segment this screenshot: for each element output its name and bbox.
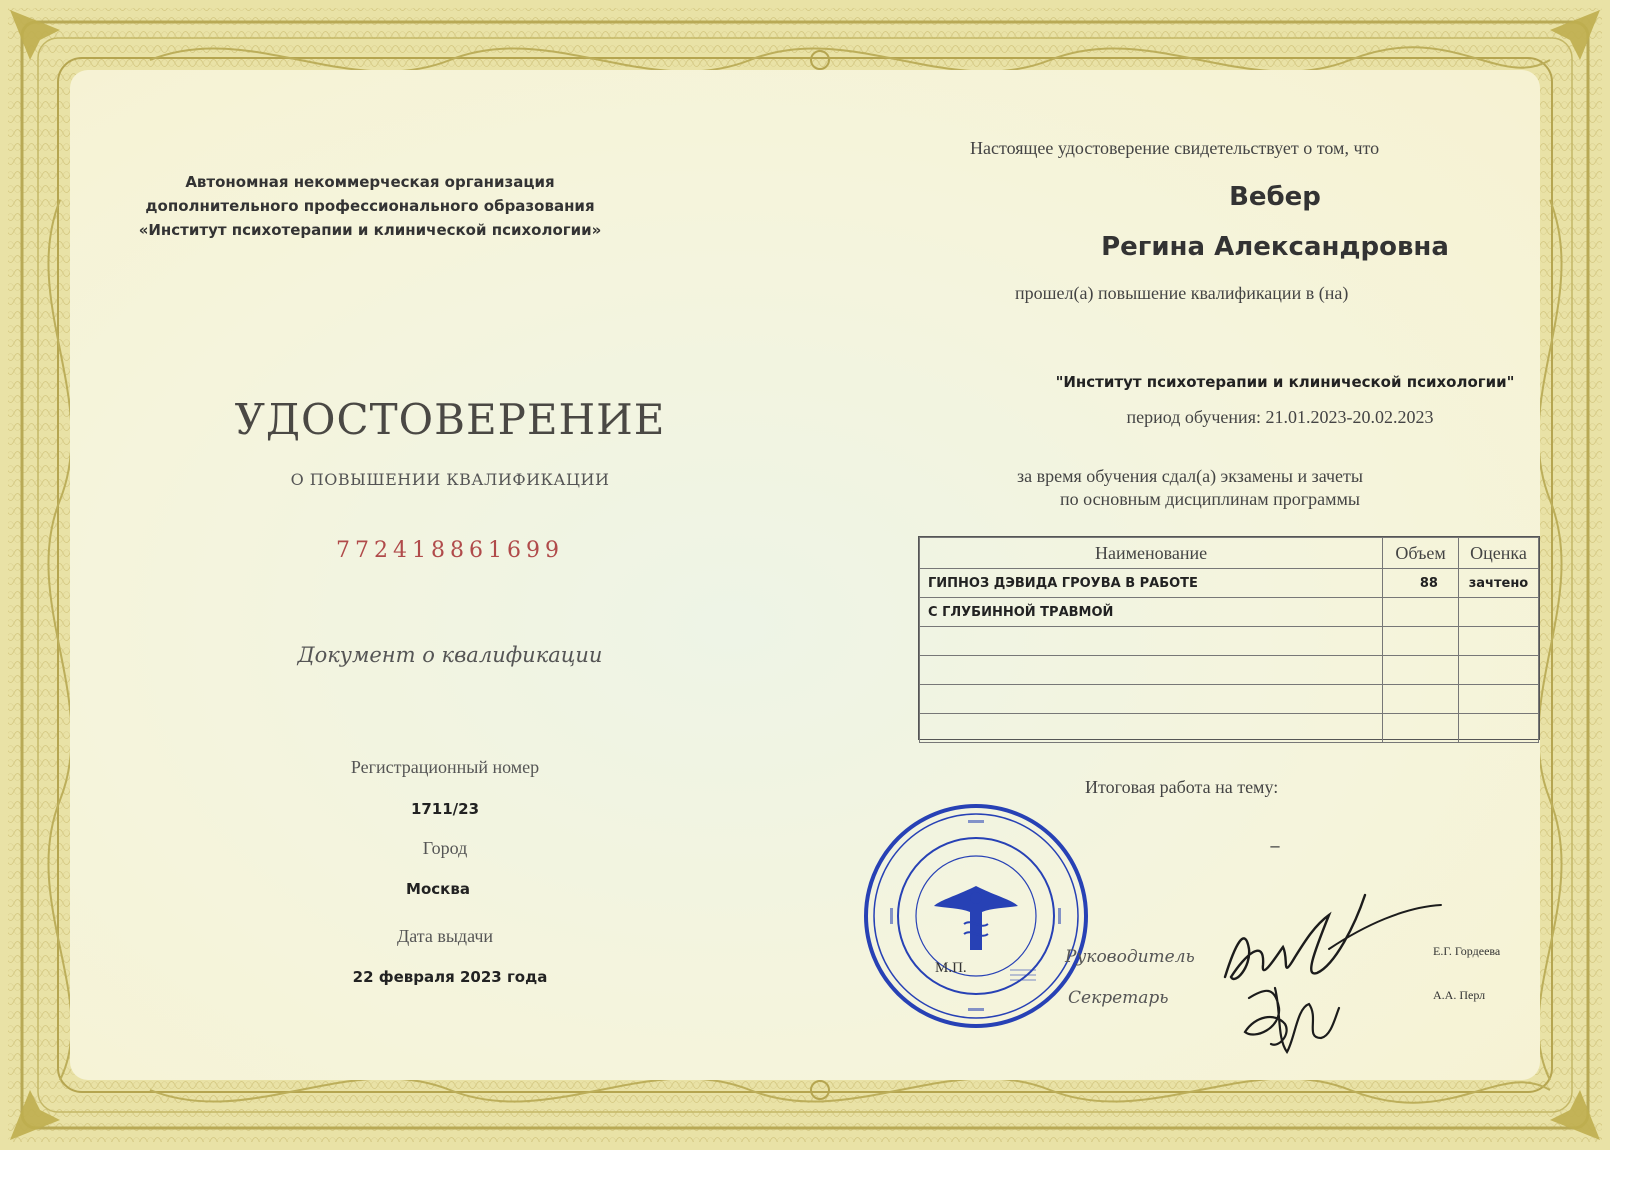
issue-date: 22 февраля 2023 года — [352, 968, 548, 986]
stamp-place-mark: М.П. — [935, 960, 967, 976]
table-row — [920, 656, 1539, 685]
exams-text-line-1: за время обучения сдал(а) экзамены и зачеты — [1016, 466, 1364, 486]
exams-text-line-2: по основным дисциплинам программы — [1059, 489, 1360, 509]
course-volume-cell — [1383, 598, 1459, 627]
organization-name: Автономная некоммерческая организация дополнительного профессионального образования «Институт психотерапии и клинической психологии» — [138, 173, 602, 239]
secretary-signature — [1235, 968, 1355, 1068]
header-grade: Оценка — [1458, 538, 1538, 569]
grades-table — [918, 536, 1540, 740]
course-name-cell: ГИПНОЗ ДЭВИДА ГРОУВА В РАБОТЕ — [920, 569, 1383, 598]
final-work-value: – — [1270, 835, 1280, 855]
document-kind: Документ о квалификации — [297, 643, 603, 667]
recipient-surname: Вебер — [1229, 182, 1321, 212]
course-name-cell — [920, 656, 1383, 685]
course-volume-cell — [1383, 714, 1459, 743]
course-name-cell — [920, 714, 1383, 743]
institution-name: "Институт психотерапии и клинической психологии" — [1055, 373, 1515, 391]
table-header-row — [920, 538, 1539, 569]
course-grade-cell — [1458, 714, 1538, 743]
study-period: период обучения: 21.01.2023-20.02.2023 — [1126, 407, 1434, 427]
course-grade-cell — [1458, 598, 1538, 627]
course-grade-cell — [1458, 656, 1538, 685]
city-label: Город — [422, 838, 468, 858]
table-row — [920, 714, 1539, 743]
intro-text: Настоящее удостоверение свидетельствует о том, что — [970, 138, 1380, 158]
document-subtitle: О ПОВЫШЕНИИ КВАЛИФИКАЦИИ — [290, 470, 610, 489]
course-grade-cell: зачтено — [1458, 569, 1538, 598]
round-seal-stamp — [860, 800, 1092, 1032]
serial-number: 772418861699 — [336, 538, 564, 563]
table-row — [920, 598, 1539, 627]
recipient-given-names: Регина Александровна — [1101, 232, 1449, 262]
course-name-cell: С ГЛУБИННОЙ ТРАВМОЙ — [920, 598, 1383, 627]
completed-text: прошел(а) повышение квалификации в (на) — [1015, 283, 1349, 303]
course-grade-cell — [1458, 685, 1538, 714]
secretary-name: А.А. Перл — [1433, 988, 1486, 1002]
secretary-role-label: Секретарь — [1068, 988, 1169, 1008]
header-volume: Объем — [1383, 538, 1459, 569]
document-title: УДОСТОВЕРЕНИЕ — [234, 395, 666, 444]
header-name: Наименование — [920, 538, 1383, 569]
table-row — [920, 569, 1539, 598]
course-volume-cell — [1383, 685, 1459, 714]
issue-date-label: Дата выдачи — [396, 926, 494, 946]
registration-number: 1711/23 — [410, 800, 480, 818]
table-row — [920, 627, 1539, 656]
course-volume-cell — [1383, 627, 1459, 656]
table-row — [920, 685, 1539, 714]
course-volume-cell: 88 — [1383, 569, 1459, 598]
final-work-label: Итоговая работа на тему: — [1085, 777, 1279, 797]
head-role-label: Руководитель — [1065, 947, 1195, 967]
head-name: Е.Г. Гордеева — [1433, 944, 1501, 958]
course-name-cell — [920, 627, 1383, 656]
course-grade-cell — [1458, 627, 1538, 656]
city-value: Москва — [406, 880, 470, 898]
registration-label: Регистрационный номер — [350, 757, 540, 777]
course-name-cell — [920, 685, 1383, 714]
course-volume-cell — [1383, 656, 1459, 685]
